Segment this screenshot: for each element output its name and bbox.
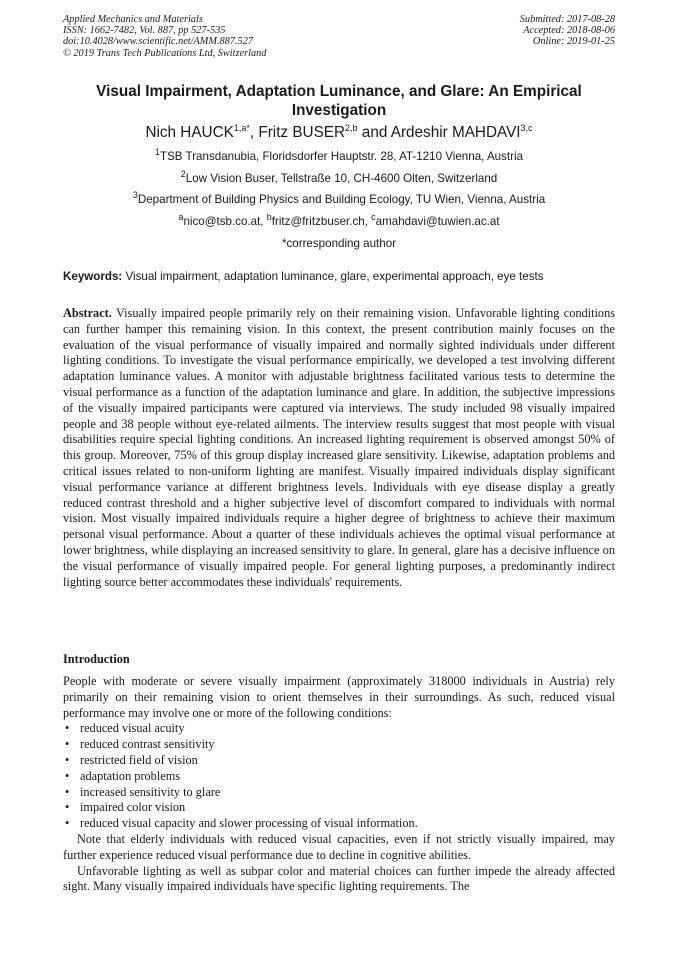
conditions-list <box>63 721 615 832</box>
journal-info <box>63 14 266 59</box>
keywords <box>63 270 615 284</box>
section-heading-introduction: Introduction <box>63 652 130 666</box>
intro-paragraph-2: Note that elderly individuals with reduced visual capacities, even if not strictly visually impaired, may further experience reduced visual performance due to decline in cognitive abilities. <box>63 831 615 862</box>
affiliation-3 <box>63 190 615 207</box>
journal-issn: ISSN: 1662-7482, Vol. 887, pp 527-535 <box>63 25 226 37</box>
introduction-body <box>63 674 615 895</box>
list-item: • increased sensitivity to glare <box>63 785 615 801</box>
email-link[interactable]: fritz@fritzbuser.ch, <box>271 215 372 228</box>
keywords-label: Keywords: <box>63 270 123 283</box>
list-item: • reduced visual acuity <box>63 721 615 737</box>
corresponding-author-note: *corresponding author <box>281 237 397 250</box>
affiliation-2 <box>63 169 615 186</box>
journal-copyright: © 2019 Trans Tech Publications Ltd, Switzerland <box>63 47 267 59</box>
email-link[interactable]: nico@tsb.co.at, <box>183 215 267 228</box>
accepted-date: Accepted: 2018-08-06 <box>523 25 615 37</box>
author-emails <box>63 212 615 229</box>
author-name: Nich HAUCK <box>145 124 234 141</box>
intro-paragraph-3: Unfavorable lighting as well as subpar color and material choices can further impede the already affected sight. Many visually impaired individuals have specific lighting requirements. The <box>63 863 615 894</box>
list-item: • impaired color vision <box>63 800 615 816</box>
abstract-text: Visually impaired people primarily rely on their remaining vision. Unfavorable lighting conditions can further hamper this remaining vision. In this context, the present contribution mainly focuses on the evaluation of the visual performance of visually impaired and normally sighted individuals under different lighting conditions. To investigate the visual performance empirically, we developed a test involving different adaptation luminance values. A monitor with adjustable brightness facilitated various tests to determine the visual performance as a function of the adaptation luminance and glare. In addition, the subjective impressions of the visually impaired participants were captured via interviews. The study included 98 visually impaired people and 38 people without eye-related ailments. The interview results suggest that most people with visual disabilities require special lighting conditions. An increased lighting requirement is observed amongst 50% of this group. Moreover, 75% of this group display increased glare sensitivity. Likewise, adaptation problems and critical issues related to non-uniform lighting are manifest. Visually impaired individuals display significant visual performance variance at different brightness levels. Individuals with eye disease display a greatly reduced contrast threshold and a higher subjective level of discomfort compared to individuals with normal vision. Most visually impaired individuals require a higher degree of brightness to achieve their maximum personal visual performance. About a quarter of these individuals achieves the optimal visual performance at lower brightness, while displaying an increased sensitivity to glare. In general, glare has a decisive influence on the visual performance of visually impaired people. For general lighting purposes, a predominantly indirect lighting source better accommodates these individuals' requirements. <box>63 306 615 589</box>
journal-doi[interactable]: doi:10.4028/www.scientific.net/AMM.887.527 <box>63 36 253 48</box>
author-name: Fritz BUSER <box>258 124 346 141</box>
author-separator: , <box>249 124 259 141</box>
author-affiliation-mark: 2,b <box>345 122 358 133</box>
list-item: • reduced contrast sensitivity <box>63 737 615 753</box>
email-mark: b <box>266 212 272 223</box>
affiliation-text: Low Vision Buser, Tellstraße 10, CH-4600 Olten, Switzerland <box>185 172 498 185</box>
author-separator: and <box>357 124 391 141</box>
author-list <box>63 124 615 142</box>
submission-dates <box>520 14 615 48</box>
online-date: Online: 2019-01-25 <box>532 36 615 48</box>
affiliation-mark: 2 <box>180 169 186 180</box>
list-item: • restricted field of vision <box>63 753 615 769</box>
affiliation-text: Department of Building Physics and Building Ecology, TU Wien, Vienna, Austria <box>137 193 546 206</box>
author-affiliation-mark: 3,c <box>520 122 533 133</box>
affiliation-1 <box>63 147 615 164</box>
author-affiliation-mark: 1,a* <box>233 122 250 133</box>
email-mark: c <box>371 212 376 223</box>
paper-title: Visual Impairment, Adaptation Luminance, and Glare: An Empirical Investigation <box>96 83 582 119</box>
abstract-label: Abstract. <box>63 306 112 320</box>
abstract <box>63 306 615 590</box>
author-name: Ardeshir MAHDAVI <box>390 124 521 141</box>
journal-name: Applied Mechanics and Materials <box>63 14 203 25</box>
affiliation-mark: 1 <box>154 147 160 158</box>
list-item: • adaptation problems <box>63 769 615 785</box>
keywords-text: Visual impairment, adaptation luminance, glare, experimental approach, eye tests <box>122 270 544 283</box>
email-mark: a <box>178 212 184 223</box>
intro-paragraph-1: People with moderate or severe visually impairment (approximately 318000 individuals in Austria) rely primarily on their remaining vision to orient themselves in their surroundings. As such, reduced visual performance may involve one or more of the following conditions: <box>63 674 615 720</box>
submitted-date: Submitted: 2017-08-28 <box>519 14 615 25</box>
affiliation-mark: 3 <box>132 190 138 201</box>
list-item: • reduced visual capacity and slower processing of visual information. <box>63 816 615 832</box>
affiliation-text: TSB Transdanubia, Floridsdorfer Hauptstr. 28, AT-1210 Vienna, Austria <box>159 150 524 163</box>
email-link[interactable]: amahdavi@tuwien.ac.at <box>375 215 500 228</box>
